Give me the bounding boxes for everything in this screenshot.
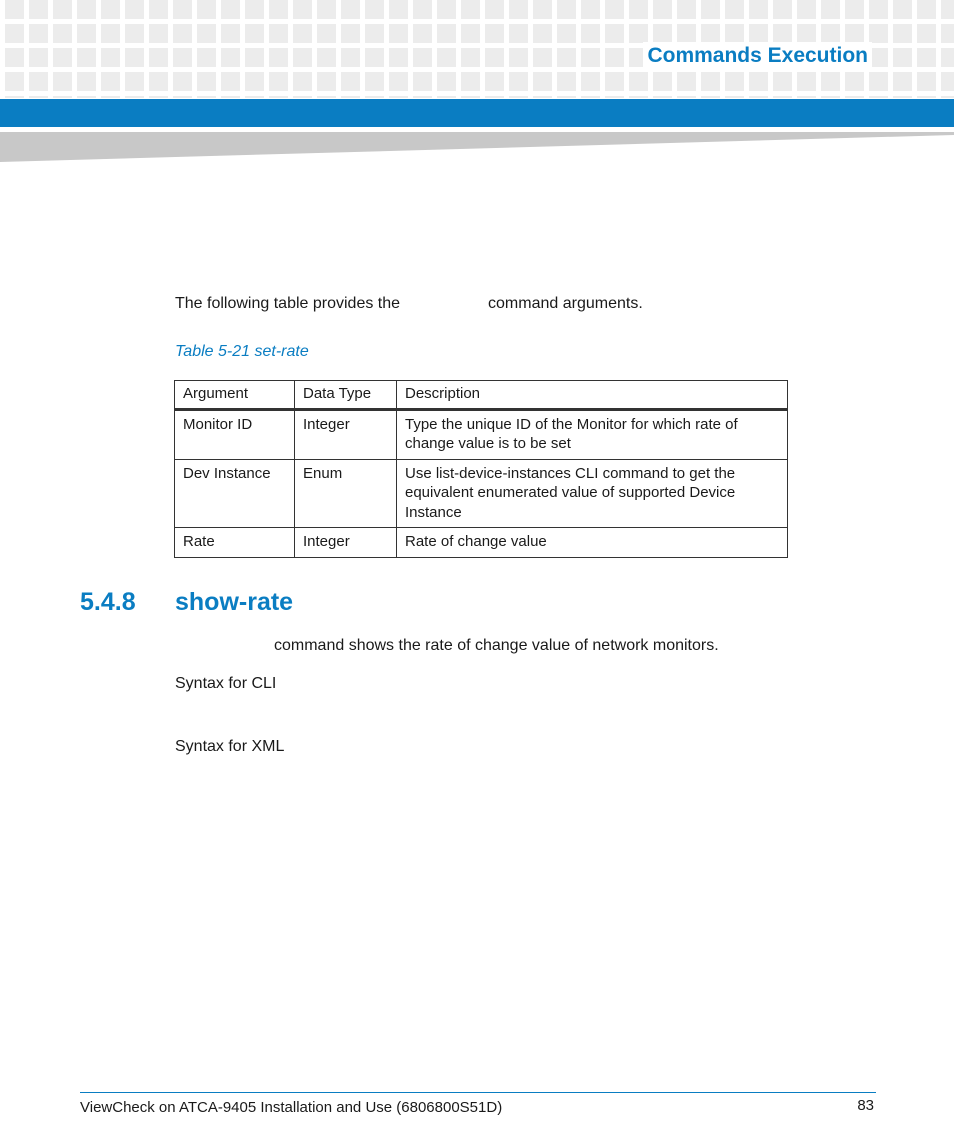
syntax-cli-label: Syntax for CLI <box>175 675 277 692</box>
table-cell: Use list-device-instances CLI command to get the equivalent enumerated value of supported Device Instance <box>397 459 788 528</box>
footer-document-title: ViewCheck on ATCA-9405 Installation and Use (6806800S51D) <box>80 1099 503 1116</box>
table-cell: Rate of change value <box>397 528 788 558</box>
section-heading <box>80 588 293 617</box>
page-number: 83 <box>857 1097 874 1114</box>
section-body-text: command shows the rate of change value of network monitors. <box>274 637 719 654</box>
table-cell: Enum <box>295 459 397 528</box>
table-caption: Table 5-21 set-rate <box>175 343 309 360</box>
table-row <box>175 528 788 558</box>
column-header: Description <box>397 381 788 410</box>
table-header-row <box>175 381 788 410</box>
column-header: Argument <box>175 381 295 410</box>
arguments-table <box>174 380 788 558</box>
chapter-title: Commands Execution <box>643 42 872 70</box>
header-bar <box>0 99 954 127</box>
footer-rule <box>80 1092 876 1093</box>
table-cell: Type the unique ID of the Monitor for which rate of change value is to be set <box>397 409 788 459</box>
intro-text-after: command arguments. <box>488 295 643 312</box>
header-swoosh <box>0 132 954 162</box>
table-row <box>175 409 788 459</box>
table-row <box>175 459 788 528</box>
intro-text-before: The following table provides the <box>175 295 401 312</box>
table-cell: Integer <box>295 409 397 459</box>
syntax-xml-label: Syntax for XML <box>175 738 285 755</box>
table-cell: Integer <box>295 528 397 558</box>
section-title: show-rate <box>175 588 294 616</box>
section-number: 5.4.8 <box>80 588 136 616</box>
intro-paragraph <box>175 294 643 314</box>
column-header: Data Type <box>295 381 397 410</box>
table-cell: Dev Instance <box>175 459 295 528</box>
table-cell: Rate <box>175 528 295 558</box>
table-cell: Monitor ID <box>175 409 295 459</box>
